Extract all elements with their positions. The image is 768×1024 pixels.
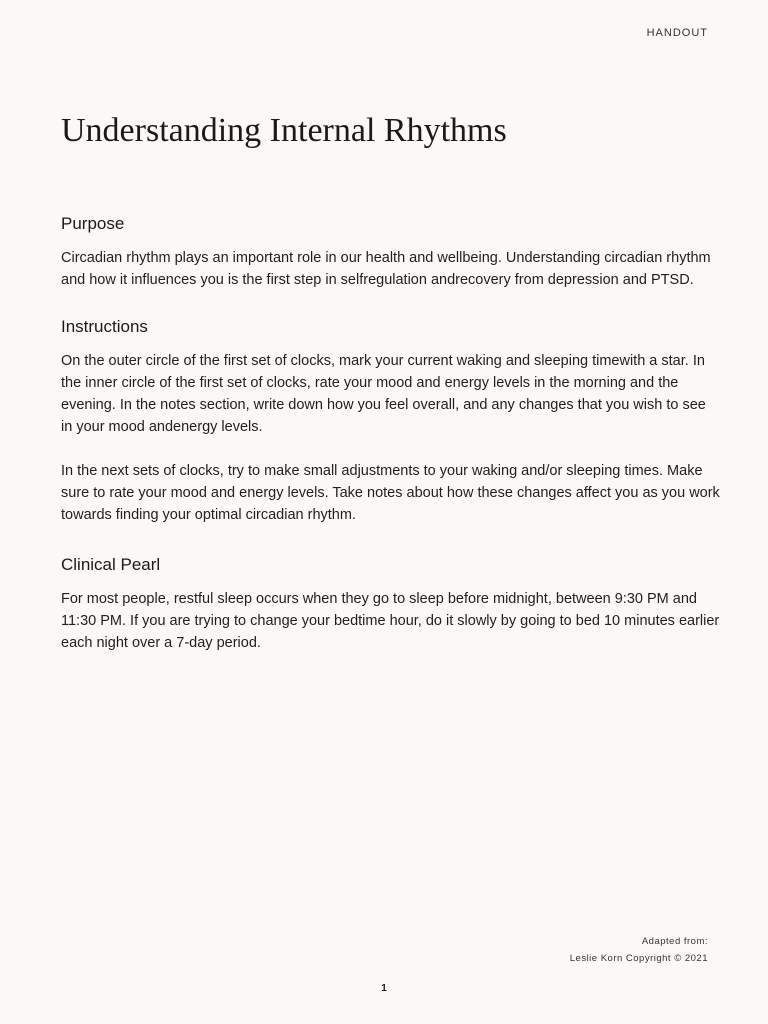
header-tag: HANDOUT	[646, 27, 708, 39]
page-title: Understanding Internal Rhythms	[61, 112, 507, 149]
purpose-section	[61, 214, 721, 291]
purpose-heading: Purpose	[61, 214, 125, 233]
copyright-credit: Leslie Korn Copyright © 2021	[569, 953, 708, 964]
instructions-paragraph-1: On the outer circle of the first set of clocks, mark your current waking and sleeping timewith a star. In the inner circle of the first set of clocks, rate your mood and energy levels in the morning and the evening. In the notes section, write down how you feel overall, and any changes that you wish to see in your mood andenergy levels.	[61, 353, 706, 435]
purpose-paragraph: Circadian rhythm plays an important role in our health and wellbeing. Understanding circadian rhythm and how it influences you is the first step in selfregulation andrecovery from depression and PTSD.	[61, 250, 711, 288]
instructions-paragraph-2: In the next sets of clocks, try to make small adjustments to your waking and/or sleeping times. Make sure to rate your mood and energy levels. Take notes about how these changes affect you as you work towards finding your optimal circadian rhythm.	[61, 463, 720, 523]
clinical-pearl-section	[61, 555, 721, 654]
instructions-section	[61, 317, 721, 526]
handout-body	[61, 214, 721, 680]
clinical-pearl-paragraph: For most people, restful sleep occurs when they go to sleep before midnight, between 9:30 PM and 11:30 PM. If you are trying to change your bedtime hour, do it slowly by going to bed 10 minutes earlier each night over a 7-day period.	[61, 591, 720, 651]
clinical-pearl-heading: Clinical Pearl	[61, 555, 161, 574]
adapted-from-label: Adapted from:	[641, 936, 708, 947]
page-number: 1	[381, 983, 387, 994]
instructions-heading: Instructions	[61, 317, 148, 336]
footer-credit	[570, 933, 708, 967]
